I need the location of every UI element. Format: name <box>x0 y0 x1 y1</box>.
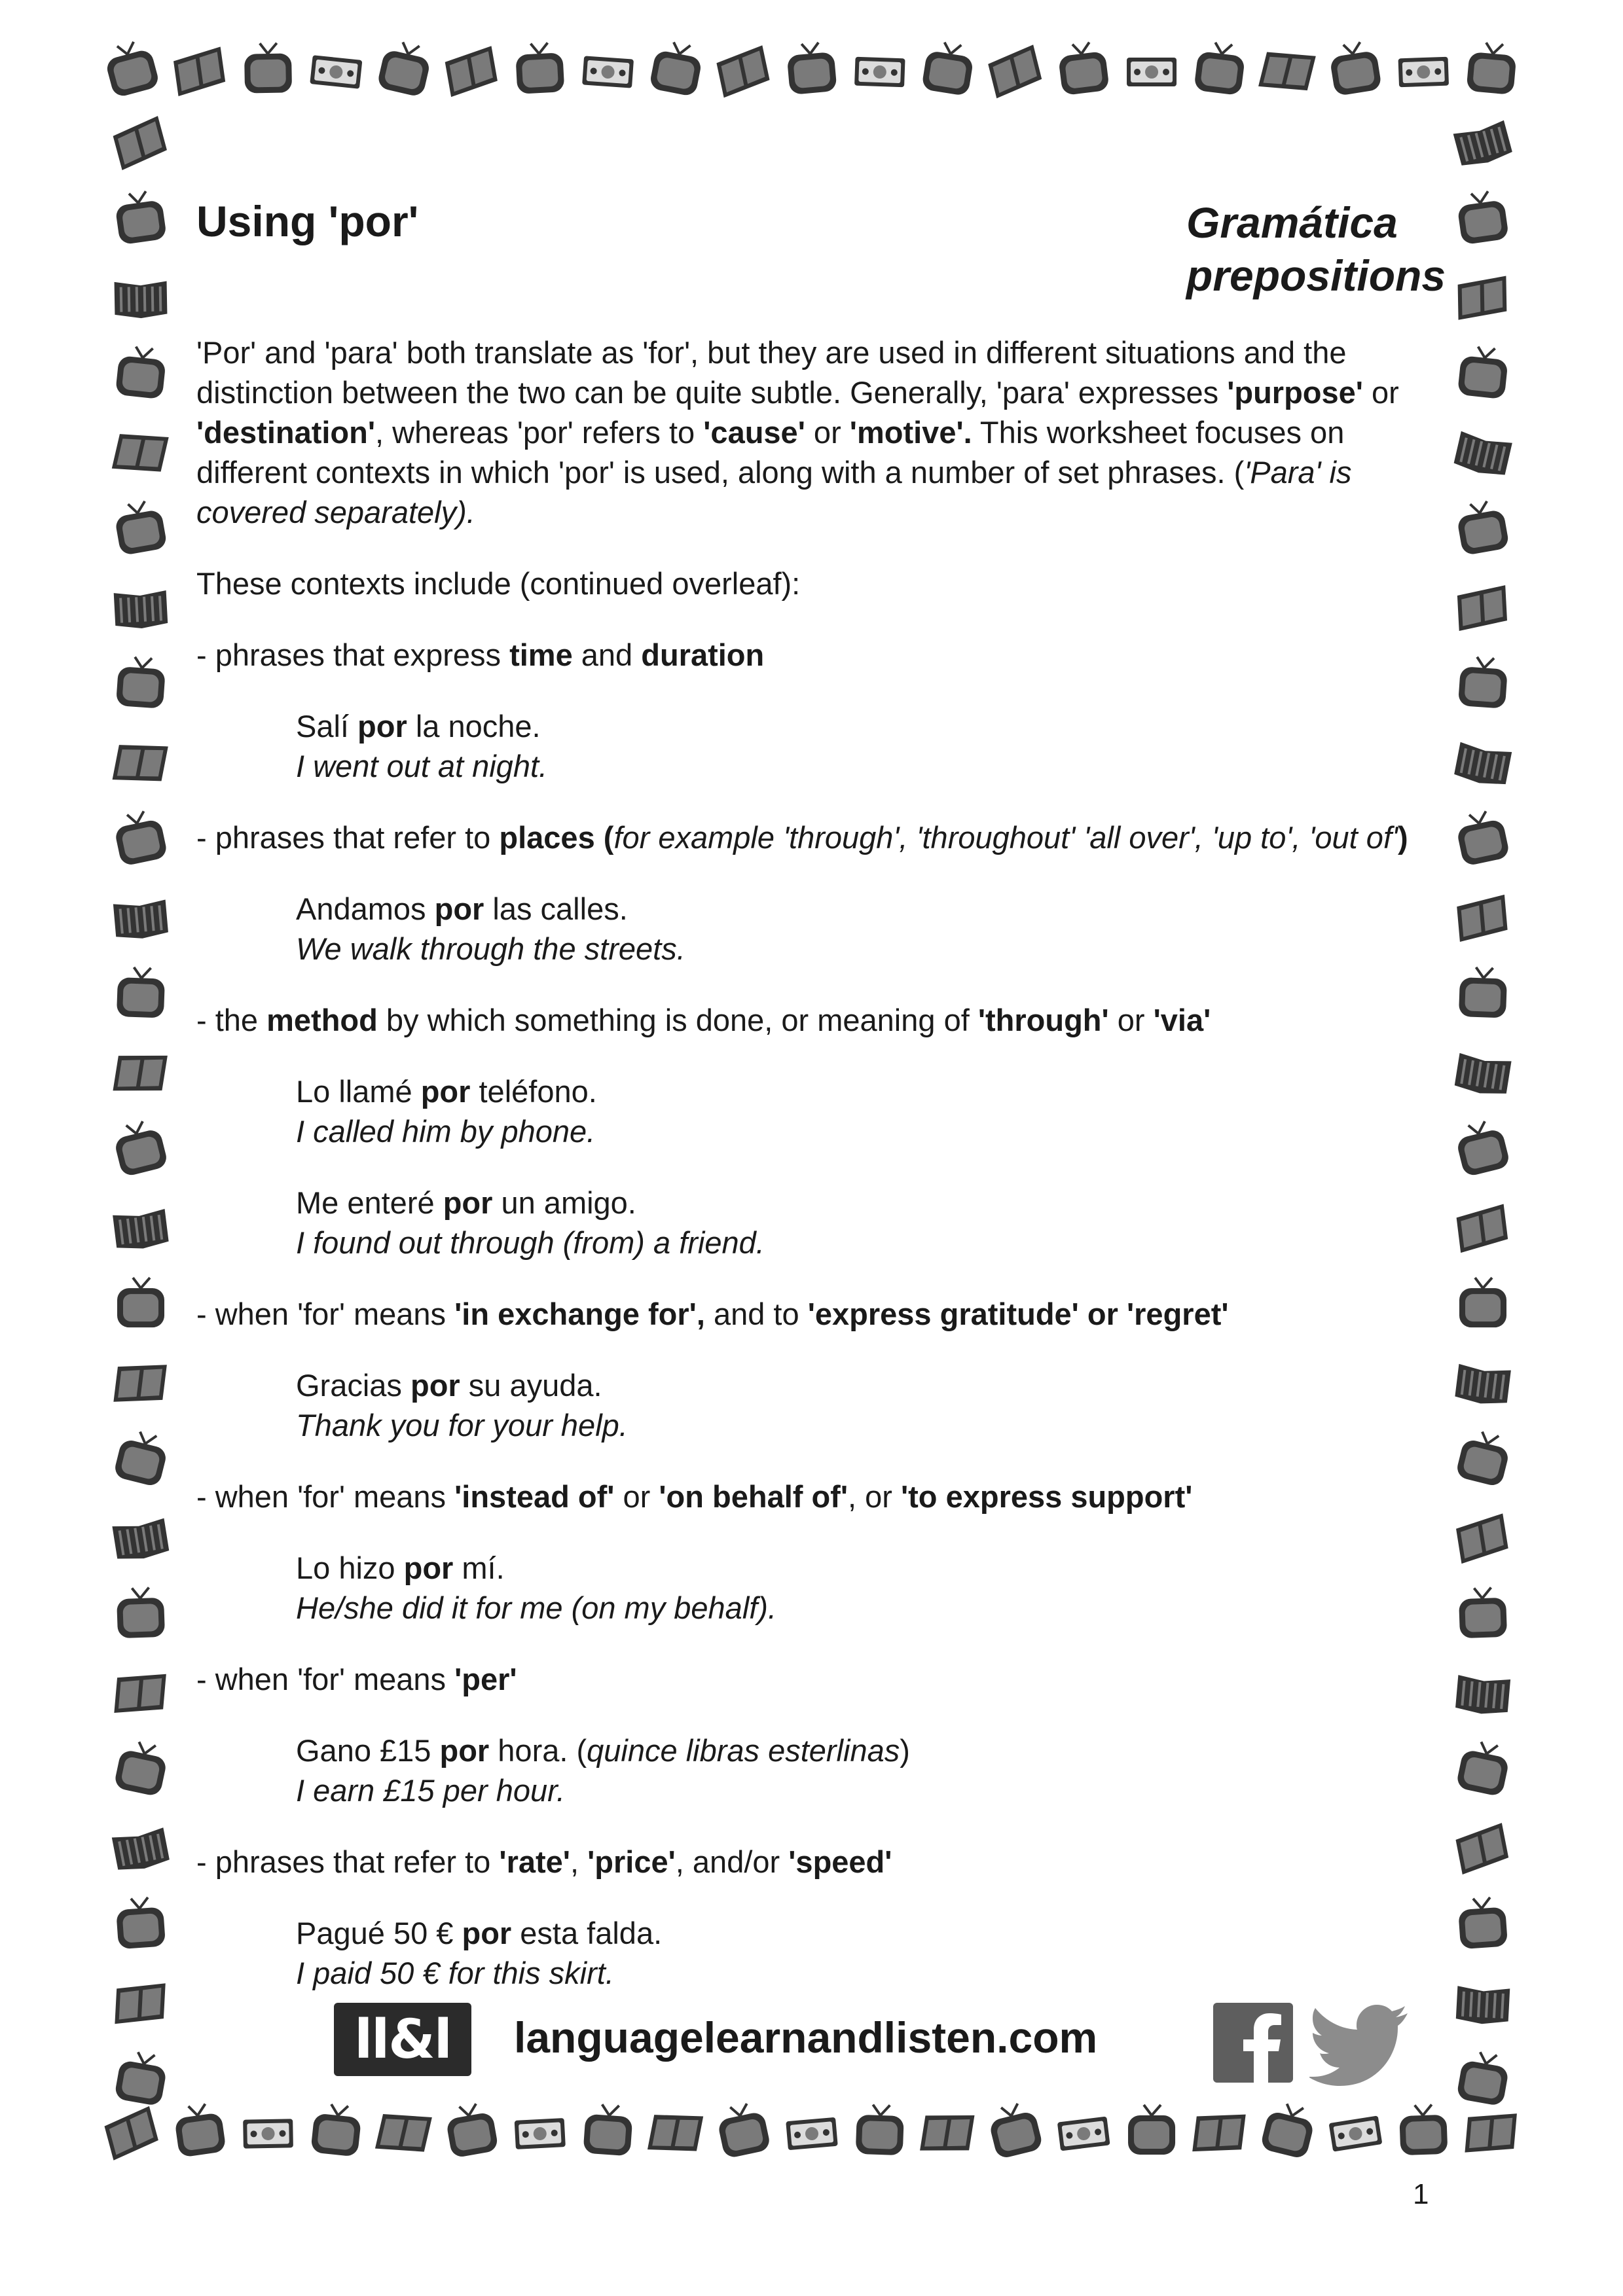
example-english: I paid 50 € for this skirt. <box>296 1956 614 1990</box>
flag-icon <box>1457 585 1507 631</box>
book-icon <box>114 590 168 630</box>
example-english: We walk through the streets. <box>296 931 685 966</box>
page-title: Using 'por' <box>196 197 419 245</box>
flag-icon <box>172 46 226 96</box>
tv-icon <box>1454 808 1510 867</box>
example-spanish: Lo hizo por mí. <box>296 1551 505 1585</box>
flag-icon <box>1457 276 1506 320</box>
section-rate-heading: - phrases that refer to 'rate', 'price', and/or 'speed' <box>196 1844 892 1879</box>
example-spanish: Lo llamé por teléfono. <box>296 1074 597 1109</box>
right-icon-border <box>1440 105 1525 2121</box>
tv-icon <box>376 39 433 98</box>
bottom-icon-border <box>98 2094 1525 2173</box>
flag-icon <box>112 426 169 479</box>
tv-icon <box>786 41 837 95</box>
tv-icon <box>102 38 160 98</box>
tv-icon <box>1260 2100 1317 2160</box>
tv-icon <box>113 1738 170 1797</box>
logo-text: ll&l <box>354 2008 451 2071</box>
book-icon <box>112 1518 170 1563</box>
banknote-icon <box>1127 58 1176 86</box>
tv-icon <box>1457 345 1510 399</box>
tv-icon <box>113 1428 170 1488</box>
flag-icon <box>1455 1204 1508 1253</box>
tv-icon <box>1453 1118 1510 1177</box>
tv-icon <box>310 2102 363 2157</box>
tv-icon <box>117 1278 164 1327</box>
book-icon <box>113 1209 169 1251</box>
tv-icon <box>115 1896 166 1949</box>
tv-icon <box>1128 2105 1175 2155</box>
section-exchange-heading: - when 'for' means 'in exchange for', and to 'express gratitude' or 'regret' <box>196 1297 1229 1331</box>
left-icon-border <box>98 105 183 2121</box>
footer <box>0 1983 1623 2094</box>
flag-icon <box>113 1359 166 1408</box>
flag-icon <box>1192 2109 1245 2158</box>
flag-icon <box>1258 45 1316 98</box>
example-english: I earn £15 per hour. <box>296 1773 566 1808</box>
book-icon <box>1454 1053 1512 1098</box>
flag-icon <box>1455 1513 1509 1564</box>
tv-icon <box>244 43 292 93</box>
tv-icon <box>649 39 704 97</box>
example-english: I called him by phone. <box>296 1114 596 1149</box>
book-icon <box>113 899 169 941</box>
tv-icon <box>444 2101 499 2158</box>
tv-icon <box>1458 656 1508 709</box>
example-english: I went out at night. <box>296 749 548 783</box>
worksheet-body <box>196 332 1427 1993</box>
tv-icon <box>1194 41 1247 96</box>
tv-icon <box>1457 1896 1508 1949</box>
example-english: Thank you for your help. <box>296 1408 628 1443</box>
site-logo[interactable] <box>334 2003 471 2076</box>
flag-icon <box>444 46 499 97</box>
example-spanish: Gano £15 por hora. (quince libras esterlinas) <box>296 1733 910 1768</box>
section-per-heading: - when 'for' means 'per' <box>196 1662 517 1696</box>
book-icon <box>1455 1675 1511 1716</box>
banknote-icon <box>1057 2117 1110 2151</box>
tv-icon <box>115 345 168 399</box>
category-line-2: prepositions <box>1186 251 1446 300</box>
tv-icon <box>1459 1278 1506 1327</box>
book-icon <box>1453 120 1514 170</box>
book-icon <box>1453 431 1512 479</box>
banknote-icon <box>243 2119 293 2148</box>
banknote-icon <box>515 2118 566 2149</box>
example-english: I found out through (from) a friend. <box>296 1225 765 1260</box>
tv-icon <box>1466 41 1517 95</box>
flag-icon <box>113 737 168 789</box>
tv-icon <box>1057 41 1110 96</box>
flag-icon <box>647 2107 703 2159</box>
flag-icon <box>715 45 771 98</box>
banknote-icon <box>1329 2115 1383 2151</box>
tv-icon <box>921 40 976 96</box>
flag-icon <box>114 1670 166 1717</box>
tv-icon <box>986 2100 1044 2160</box>
flag-icon <box>113 1048 167 1098</box>
tv-icon <box>116 656 166 709</box>
banknote-icon <box>1398 57 1449 88</box>
book-icon <box>1453 742 1512 788</box>
twitter-icon[interactable] <box>1309 2001 1411 2087</box>
facebook-icon[interactable] <box>1213 2003 1293 2083</box>
category-line-1: Gramática <box>1186 198 1398 247</box>
tv-icon <box>1455 1428 1512 1488</box>
example-spanish: Pagué 50 € por esta falda. <box>296 1916 663 1950</box>
flag-icon <box>111 116 169 170</box>
tv-icon <box>111 1118 168 1177</box>
tv-icon <box>1455 189 1509 245</box>
section-instead-heading: - when 'for' means 'instead of' or 'on behalf of', or 'to express support' <box>196 1479 1193 1514</box>
banknote-icon <box>310 55 362 89</box>
tv-icon <box>1455 499 1510 556</box>
example-spanish: Gracias por su ayuda. <box>296 1368 602 1403</box>
tv-icon <box>113 499 168 556</box>
flag-icon <box>920 2108 974 2158</box>
site-url-link[interactable]: languagelearnandlisten.com <box>514 2013 1098 2062</box>
book-icon <box>115 281 168 318</box>
tv-icon <box>113 189 167 245</box>
tv-icon <box>583 2104 633 2157</box>
banknote-icon <box>582 56 634 88</box>
flag-icon <box>1456 895 1508 942</box>
section-method-heading: - the method by which something is done, or meaning of 'through' or 'via' <box>196 1003 1211 1037</box>
banknote-icon <box>854 57 905 88</box>
tv-icon <box>1459 967 1508 1018</box>
flag-icon <box>375 2106 432 2159</box>
flag-icon <box>986 45 1044 98</box>
top-icon-border <box>98 33 1525 111</box>
tv-icon <box>1455 1738 1512 1797</box>
example-english: He/she did it for me (on my behalf). <box>296 1590 777 1625</box>
page-number: 1 <box>1413 2178 1429 2210</box>
tv-icon <box>1328 40 1382 96</box>
example-spanish: Salí por la noche. <box>296 709 541 744</box>
tv-icon <box>112 808 168 867</box>
category-label <box>1186 196 1446 302</box>
tv-icon <box>1458 1587 1507 1638</box>
book-icon <box>112 1827 170 1873</box>
section-places-heading: - phrases that refer to places (for example 'through', 'throughout' 'all over', 'up to', 'out of') <box>196 820 1408 855</box>
banknote-icon <box>786 2117 838 2150</box>
flag-icon <box>1454 1823 1510 1874</box>
example-spanish: Andamos por las calles. <box>296 891 628 926</box>
tv-icon <box>856 2104 905 2155</box>
intro-paragraph: 'Por' and 'para' both translate as 'for', but they are used in different situations and the distinction between the two can be quite subtle. Generally, 'para' expresses 'purpose' or 'destination', whereas 'por' refers to 'cause' or 'motive'. This worksheet focuses on different contexts in which 'por' is used, along with a number of set phrases. ('Para' is covered separately). <box>196 335 1399 529</box>
tv-icon <box>515 42 565 94</box>
tv-icon <box>116 1587 165 1638</box>
contexts-intro: These contexts include (continued overleaf): <box>196 566 801 601</box>
book-icon <box>1455 1364 1511 1407</box>
tv-icon <box>117 967 166 1018</box>
example-spanish: Me enteré por un amigo. <box>296 1185 636 1220</box>
tv-icon <box>715 2100 771 2159</box>
section-time-heading: - phrases that express time and duration <box>196 637 765 672</box>
